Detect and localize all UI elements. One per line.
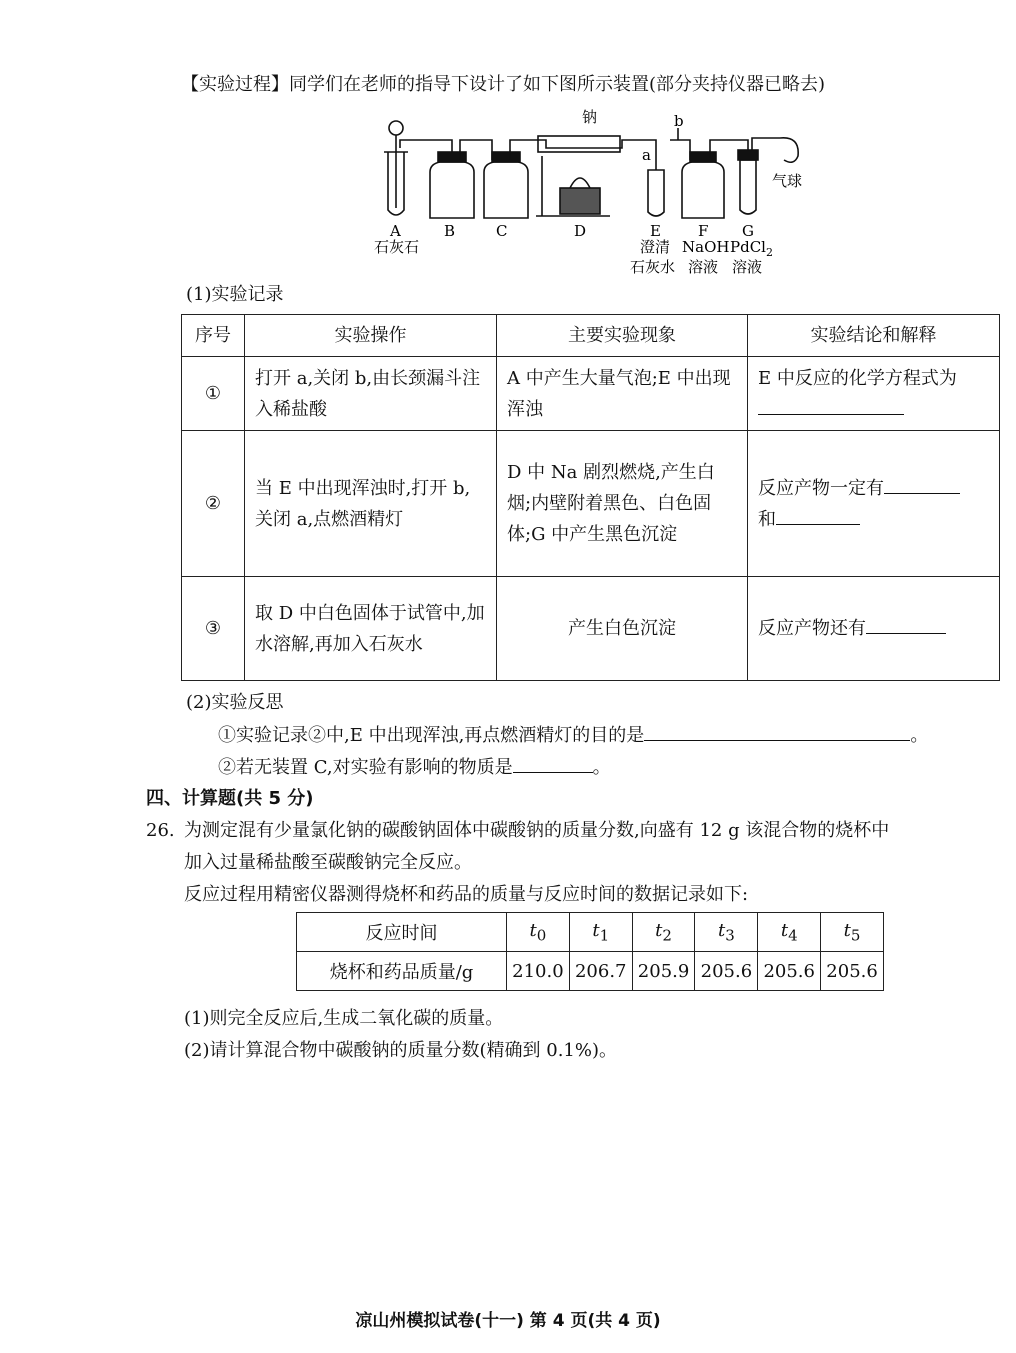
row2-op: 当 E 中出现浑浊时,打开 b,关闭 a,点燃酒精灯 bbox=[245, 431, 497, 577]
answer-blank[interactable] bbox=[884, 475, 960, 494]
time-cell: $t_2$ bbox=[632, 913, 695, 952]
label-G-sub2: 溶液 bbox=[732, 258, 763, 276]
answer-blank[interactable] bbox=[513, 754, 593, 773]
section-4-title: 四、计算题(共 5 分) bbox=[146, 788, 314, 809]
label-G: G bbox=[742, 222, 754, 240]
row1-no: ① bbox=[182, 357, 245, 431]
q1-label: (1)实验记录 bbox=[186, 284, 284, 305]
header-op: 实验操作 bbox=[245, 315, 497, 357]
q26-line3: 反应过程用精密仪器测得烧杯和药品的质量与反应时间的数据记录如下: bbox=[184, 884, 749, 905]
header-concl: 实验结论和解释 bbox=[748, 315, 1000, 357]
time-cell: $t_1$ bbox=[569, 913, 632, 952]
q2-label: (2)实验反思 bbox=[186, 692, 284, 713]
q26-line1: 为测定混有少量氯化钠的碳酸钠固体中碳酸钠的质量分数,向盛有 12 g 该混合物的烧杯中 bbox=[184, 820, 890, 841]
label-D: D bbox=[574, 222, 587, 240]
balloon-label: 气球 bbox=[772, 172, 803, 190]
label-F-sub1: NaOH bbox=[682, 238, 730, 256]
q26-line2: 加入过量稀盐酸至碳酸钠完全反应。 bbox=[184, 852, 472, 873]
row3-phen: 产生白色沉淀 bbox=[497, 577, 748, 681]
answer-blank[interactable] bbox=[758, 396, 904, 415]
q26-sub2: (2)请计算混合物中碳酸钠的质量分数(精确到 0.1%)。 bbox=[184, 1040, 617, 1061]
mass-cell: 205.9 bbox=[632, 952, 695, 991]
row3-concl: 反应产物还有 bbox=[748, 577, 1000, 681]
time-cell: $t_5$ bbox=[821, 913, 884, 952]
header-phen: 主要实验现象 bbox=[497, 315, 748, 357]
answer-blank[interactable] bbox=[776, 506, 860, 525]
q2-2: ②若无装置 C,对实验有影响的物质是 。 bbox=[218, 754, 611, 781]
label-C: C bbox=[496, 222, 508, 240]
label-A-sub: 石灰石 bbox=[374, 238, 420, 256]
time-cell: $t_4$ bbox=[758, 913, 821, 952]
q26-sub1: (1)则完全反应后,生成二氧化碳的质量。 bbox=[184, 1008, 504, 1029]
label-E: E bbox=[650, 222, 661, 240]
label-F-sub2: 溶液 bbox=[688, 258, 719, 276]
table-row bbox=[297, 913, 884, 952]
mass-cell: 205.6 bbox=[821, 952, 884, 991]
time-cell: $t_0$ bbox=[507, 913, 570, 952]
table-row bbox=[182, 577, 1000, 681]
q26-number: 26. bbox=[146, 820, 175, 841]
page-footer: 凉山州模拟试卷(十一) 第 4 页(共 4 页) bbox=[355, 1311, 661, 1331]
label-F: F bbox=[698, 222, 709, 240]
label-E-sub1: 澄清 bbox=[640, 238, 671, 256]
mass-cell: 205.6 bbox=[758, 952, 821, 991]
sodium-label: 钠 bbox=[582, 108, 598, 126]
table-row bbox=[297, 952, 884, 991]
label-B: B bbox=[444, 222, 456, 240]
row1-phen: A 中产生大量气泡;E 中出现浑浊 bbox=[497, 357, 748, 431]
mass-cell: 205.6 bbox=[695, 952, 758, 991]
table-row bbox=[182, 357, 1000, 431]
row2-no: ② bbox=[182, 431, 245, 577]
experiment-record-table bbox=[181, 314, 1000, 681]
label-G-sub1: PdCl$_2$ bbox=[730, 238, 773, 259]
row1-concl: E 中反应的化学方程式为 bbox=[748, 357, 1000, 431]
row1-op: 打开 a,关闭 b,由长颈漏斗注入稀盐酸 bbox=[245, 357, 497, 431]
mass-cell: 210.0 bbox=[507, 952, 570, 991]
row2-concl: 反应产物一定有 和 bbox=[748, 431, 1000, 577]
q2-1: ①实验记录②中,E 中出现浑浊,再点燃酒精灯的目的是 。 bbox=[218, 722, 928, 749]
label-A: A bbox=[390, 222, 401, 240]
row3-no: ③ bbox=[182, 577, 245, 681]
table-row bbox=[182, 431, 1000, 577]
mass-row-label: 烧杯和药品质量/g bbox=[297, 952, 507, 991]
answer-blank[interactable] bbox=[644, 722, 910, 741]
label-E-sub2: 石灰水 bbox=[630, 258, 676, 276]
intro-text: 【实验过程】同学们在老师的指导下设计了如下图所示装置(部分夹持仪器已略去) bbox=[181, 74, 826, 95]
mass-cell: 206.7 bbox=[569, 952, 632, 991]
time-row-label: 反应时间 bbox=[297, 913, 507, 952]
answer-blank[interactable] bbox=[866, 615, 946, 634]
header-no: 序号 bbox=[182, 315, 245, 357]
mass-time-table bbox=[296, 912, 884, 991]
time-cell: $t_3$ bbox=[695, 913, 758, 952]
valve-a-label: a bbox=[642, 146, 651, 164]
apparatus-diagram bbox=[360, 100, 820, 280]
row3-op: 取 D 中白色固体于试管中,加水溶解,再加入石灰水 bbox=[245, 577, 497, 681]
valve-b-label: b bbox=[674, 112, 684, 130]
row2-phen: D 中 Na 剧烈燃烧,产生白烟;内壁附着黑色、白色固体;G 中产生黑色沉淀 bbox=[497, 431, 748, 577]
